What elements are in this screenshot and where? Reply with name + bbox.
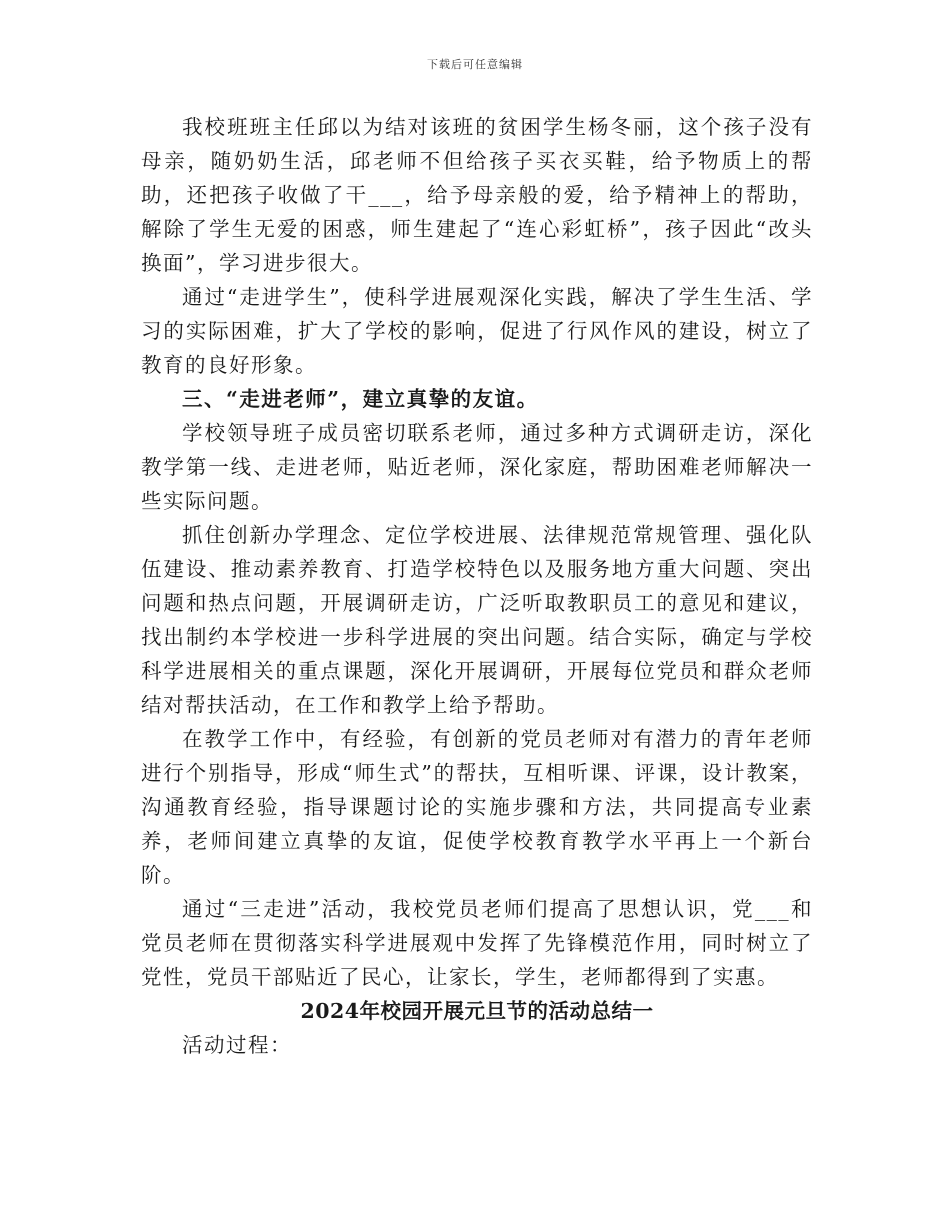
paragraph-teacher-pairing: 我校班班主任邱以为结对该班的贫困学生杨冬丽，这个孩子没有母亲，随奶奶生活，邱老师不但给孩子买衣买鞋，给予物质上的帮助，还把孩子收做了干___，给予母亲般的爱，给予精神上的帮助，解除了学生无爱的困惑，师生建起了“连心彩虹桥”，孩子因此“改头换面”，学习进步很大。 [141, 115, 813, 275]
document-body [141, 110, 813, 1062]
paragraph-three-entries-summary: 通过“三走进”活动，我校党员老师们提高了思想认识，党___和党员老师在贯彻落实科学进展观中发挥了先锋模范作用，同时树立了党性，党员干部贴近了民心，让家长，学生，老师都得到了实惠。 [141, 897, 813, 989]
document-title-new-year-summary: 2024年校园开展元旦节的活动总结一 [300, 999, 654, 1023]
section-heading-entering-teachers: 三、“走进老师”，建立真挚的友谊。 [182, 387, 539, 411]
paragraph-entering-students-summary: 通过“走进学生”，使科学进展观深化实践，解决了学生生活、学习的实际困难，扩大了学校的影响，促进了行风作风的建设，树立了教育的良好形象。 [141, 285, 813, 377]
paragraph-activity-process: 活动过程： [182, 1033, 292, 1057]
page-header: 下载后可任意编辑 [427, 58, 523, 71]
paragraph-mentoring: 在教学工作中，有经验，有创新的党员老师对有潜力的青年老师进行个别指导，形成“师生式”的帮扶，互相听课、评课，设计教案，沟通教育经验，指导课题讨论的实施步骤和方法，共同提高专业素养，老师间建立真挚的友谊，促使学校教育教学水平再上一个新台阶。 [141, 727, 813, 887]
paragraph-research-focus: 抓住创新办学理念、定位学校进展、法律规范常规管理、强化队伍建设、推动素养教育、打造学校特色以及服务地方重大问题、突出问题和热点问题，开展调研走访，广泛听取教职员工的意见和建议，找出制约本学校进一步科学进展的突出问题。结合实际，确定与学校科学进展相关的重点课题，深化开展调研，开展每位党员和群众老师结对帮扶活动，在工作和教学上给予帮助。 [141, 523, 813, 717]
paragraph-leadership-visits: 学校领导班子成员密切联系老师，通过多种方式调研走访，深化教学第一线、走进老师，贴近老师，深化家庭，帮助困难老师解决一些实际问题。 [141, 421, 813, 513]
